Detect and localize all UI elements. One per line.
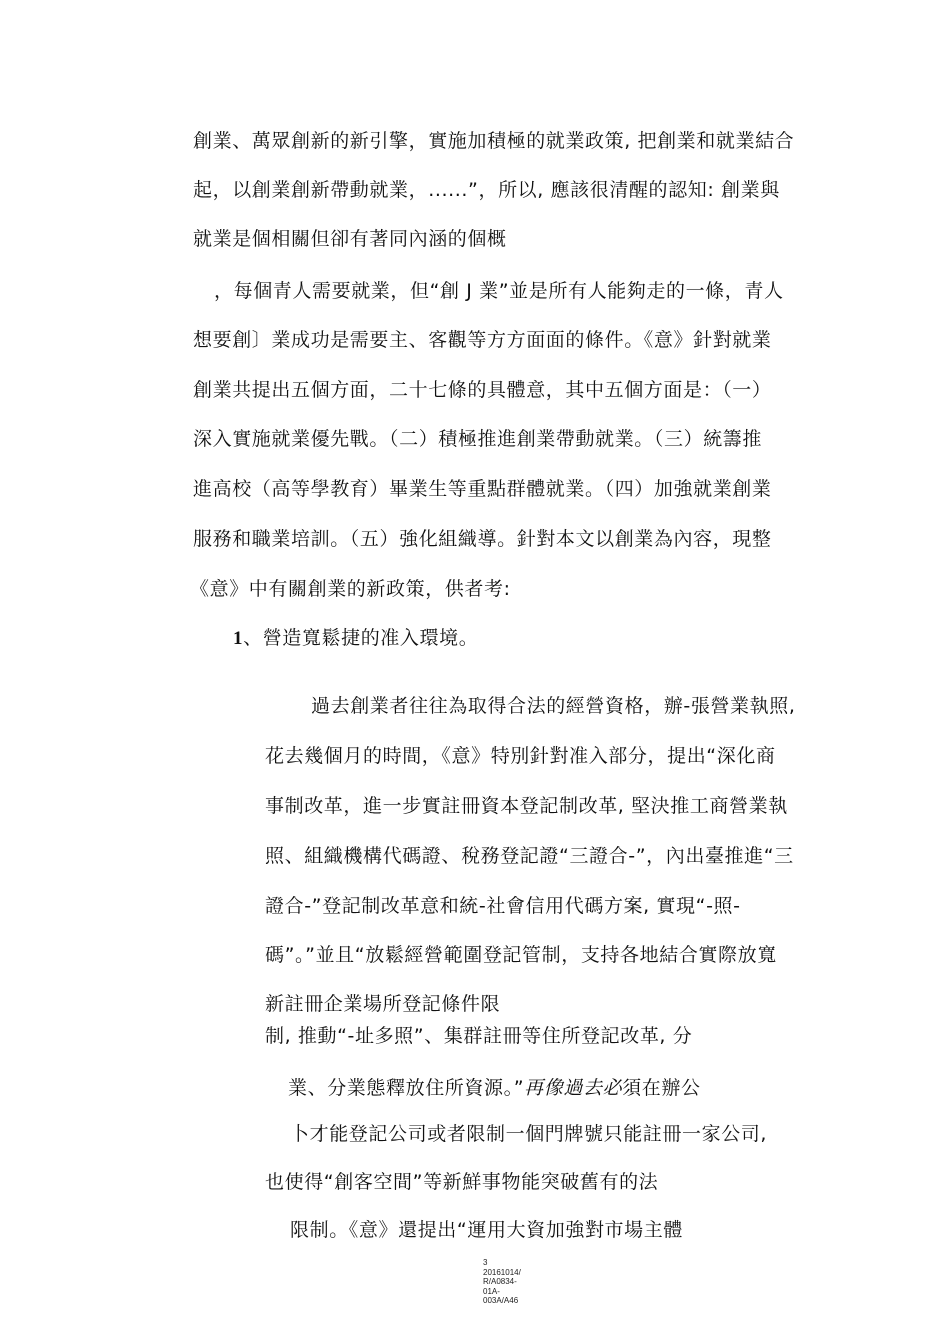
paragraph-line: 創業、萬眾創新的新引擎，實施加積極的就業政策, 把創業和就業結合 bbox=[193, 130, 795, 152]
footer-code-line: R/A0834- bbox=[483, 1277, 517, 1286]
footer-code-line: 20161014/ bbox=[483, 1267, 521, 1277]
paragraph-line: 深入實施就業優先戰。（二）積極推進創業帶動就業。（三）統籌推 bbox=[193, 428, 763, 450]
body-line: 證合-”登記制改革意和統-社會信用代碼方案, 實現“-照- bbox=[265, 895, 741, 917]
body-line: 碼”。”並且“放鬆經營範圍登記管制，支持各地結合實際放寬 bbox=[265, 944, 777, 966]
italic-text: 再像過去必 bbox=[524, 1077, 623, 1099]
page-number: 3 bbox=[483, 1258, 488, 1267]
page-footer bbox=[483, 1258, 521, 1306]
body-line: 過去創業者往往為取得合法的經營資格，辦-張營業執照, bbox=[311, 695, 796, 717]
footer-code-line: 003A/A46 bbox=[483, 1296, 519, 1305]
paragraph-line: 服務和職業培訓。（五）強化組織導。針對本文以創業為內容，現整 bbox=[193, 528, 772, 550]
body-text: 業、分業態釋放住所資源。” bbox=[288, 1077, 525, 1099]
paragraph-line: ，每個青人需要就業，但“創 J 業”並是所有人能夠走的一條，青人 bbox=[214, 280, 784, 302]
body-line: 制, 推動“-址多照”、集群註冊等住所登記改革, 分 bbox=[265, 1025, 693, 1047]
body-line: 新註冊企業場所登記條件限 bbox=[265, 993, 501, 1015]
body-line: 事制改革，進一步實註冊資本登記制改革, 堅決推工商營業執 bbox=[265, 795, 788, 817]
body-line: 也使得“創客空間”等新鮮事物能突破舊有的法 bbox=[265, 1171, 659, 1193]
paragraph-line: 就業是個相關但卻有著同內涵的個概 bbox=[193, 228, 507, 250]
paragraph-line: 《意》中有關創業的新政策，供者考: bbox=[190, 578, 511, 600]
section-title: 、營造寬鬆捷的准入環境。 bbox=[243, 627, 479, 649]
body-line: 限制。《意》還提出“運用大資加強對市場主體 bbox=[290, 1219, 683, 1241]
paragraph-line: 起，以創業創新帶動就業，......”，所以, 應該很清醒的認知: 創業與 bbox=[193, 179, 780, 201]
body-line: 卜才能登記公司或者限制一個門牌號只能註冊一家公司, bbox=[290, 1123, 768, 1145]
body-line: 花去幾個月的時間，《意》特別針對准入部分，提出“深化商 bbox=[265, 745, 776, 767]
section-number: 1 bbox=[233, 628, 244, 649]
body-line-mixed bbox=[288, 1075, 701, 1101]
section-heading bbox=[233, 625, 478, 652]
body-text: 須在辦公 bbox=[622, 1077, 701, 1099]
footer-code-line: 01A- bbox=[483, 1286, 500, 1296]
paragraph-line: 創業共提出五個方面，二十七條的具體意，其中五個方面是：（一） bbox=[193, 379, 772, 401]
paragraph-line: 進高校（高等學教育）畢業生等重點群體就業。（四）加強就業創業 bbox=[193, 478, 772, 500]
paragraph-line: 想要創〕業成功是需要主、客觀等方方面面的條件。《意》針對就業 bbox=[193, 329, 772, 351]
body-line: 照、組織機構代碼證、稅務登記證“三證合-”，內出臺推進“三 bbox=[265, 845, 794, 867]
